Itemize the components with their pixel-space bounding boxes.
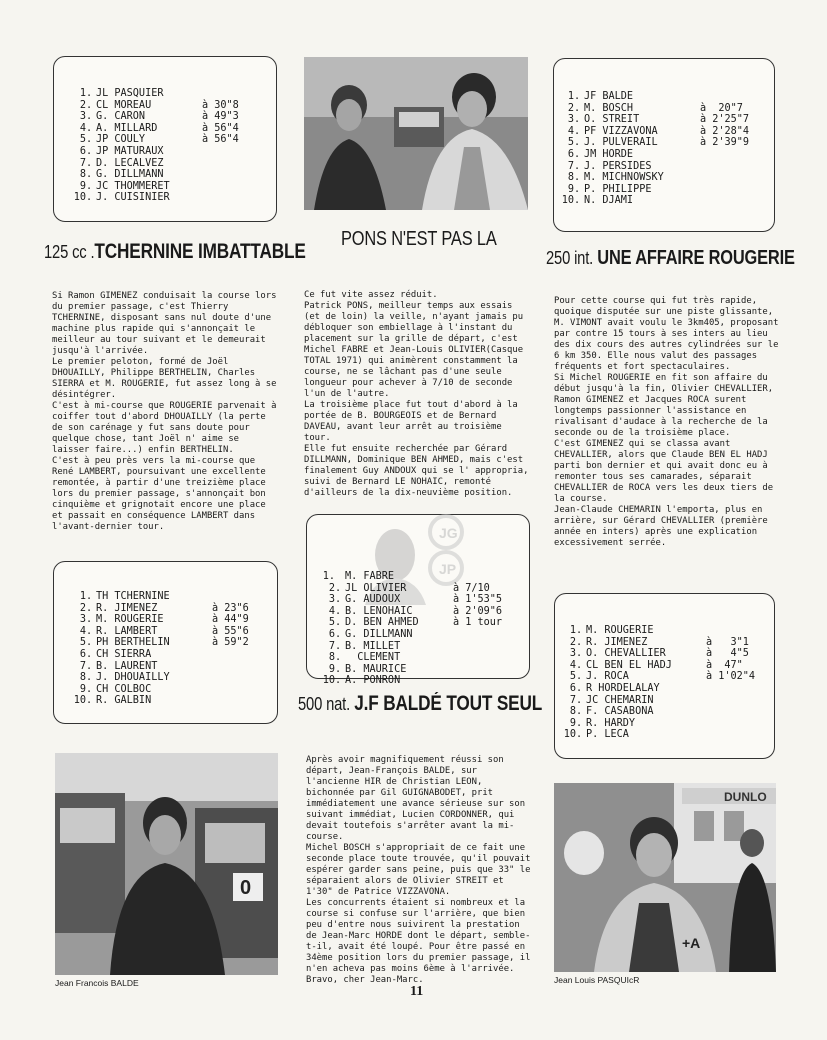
result-row: [556, 718, 771, 730]
result-rider: JC CHEMARIN: [586, 694, 654, 706]
result-position: 10: [561, 195, 574, 207]
result-dot: .: [86, 122, 93, 134]
result-gap: à 20"7: [700, 102, 743, 114]
result-position: 9: [79, 180, 86, 192]
result-row: [554, 114, 769, 126]
page-number: 11: [410, 984, 424, 999]
result-position: 9: [567, 183, 574, 195]
result-dot: .: [86, 111, 93, 123]
result-position: 7: [79, 157, 86, 169]
caption-right: Jean Louis PASQUIcR: [554, 975, 640, 985]
result-position: 6: [79, 145, 86, 157]
result-rider: JP COULY: [96, 134, 146, 146]
result-row: [554, 126, 769, 138]
result-rider: B. LENOHAIC: [345, 605, 413, 617]
result-position: 5: [567, 137, 574, 149]
result-rider: D. LECALVEZ: [96, 157, 164, 169]
result-rider: J. ROCA: [586, 671, 629, 683]
result-row: [66, 672, 271, 684]
result-gap: à 2'28"4: [700, 125, 750, 137]
result-gap: à 56"4: [202, 122, 239, 134]
result-rider: G. AUDOUX: [345, 594, 401, 606]
result-dot: .: [86, 614, 93, 626]
caption-left: Jean Francois BALDE: [55, 978, 139, 988]
result-gap: à 2'09"6: [453, 605, 503, 617]
result-position: 3: [328, 594, 335, 606]
result-rider: M. MICHNOWSKY: [584, 172, 664, 184]
article-250int: [554, 296, 782, 549]
result-rider: R. JIMENEZ: [96, 602, 158, 614]
result-position: 10: [322, 675, 335, 687]
result-rider: N. DJAMI: [584, 195, 634, 207]
result-position: 2: [79, 99, 86, 111]
result-rider: O. CHEVALLIER: [586, 648, 666, 660]
result-dot: .: [576, 682, 583, 694]
result-dot: .: [335, 617, 342, 629]
results-list-125: [66, 88, 266, 204]
result-row: [315, 617, 525, 629]
result-rider: R. GALBIN: [96, 695, 152, 707]
result-position: 3: [569, 648, 576, 660]
result-row: [66, 192, 266, 204]
result-rider: PF VIZZAVONA: [584, 125, 658, 137]
result-row: [556, 648, 771, 660]
result-position: 3: [79, 111, 86, 123]
result-rider: F. CASABONA: [586, 706, 654, 718]
result-dot: .: [335, 605, 342, 617]
result-rider: R. JIMENEZ: [586, 636, 648, 648]
result-dot: .: [574, 148, 581, 160]
result-dot: .: [576, 625, 583, 636]
results-list-250: [554, 91, 769, 207]
result-position: 1.: [322, 571, 335, 582]
result-row: [66, 626, 271, 638]
result-dot: .: [574, 125, 581, 137]
result-row: [315, 629, 525, 641]
heading-125cc: 125 cc .TCHERNINE IMBATTABLE: [44, 240, 306, 263]
result-dot: .: [335, 652, 342, 664]
result-position: 10: [563, 729, 576, 741]
result-rider: P. LECA: [586, 729, 629, 741]
result-dot: .: [86, 625, 93, 637]
result-dot: .: [574, 114, 581, 126]
result-rider: J. PULVERAIL: [584, 137, 658, 149]
result-row: [66, 591, 271, 603]
article-pons: [304, 290, 532, 499]
result-gap: à 1 tour: [453, 617, 503, 629]
article-paragraph: Après avoir magnifiquement réussi son départ, Jean-François BALDE, sur l'ancienne HIR de Christian LEON, bichonnée par Gil GUIGNABODET, prit immédiatement une avance sérieuse sur son suivant immédiat, Lucien CORDONNER, qui devait toutefois s'arrêter avant la mi-course.: [306, 755, 526, 842]
result-row: [315, 675, 525, 687]
result-position: 3: [567, 114, 574, 126]
result-rider: J. DHOUAILLY: [96, 672, 170, 684]
result-row: [315, 571, 525, 583]
result-row: [554, 195, 769, 207]
result-row: [66, 123, 266, 135]
result-row: [66, 661, 271, 673]
result-position: 5: [79, 637, 86, 649]
result-dot: .: [576, 659, 583, 671]
result-dot: .: [576, 706, 583, 718]
article-paragraph: Michel BOSCH s'appropriait de ce fait une seconde place toute trouvée, qu'il pouvait espérer garder sans peine, puis que 33" le séparaient alors de Olivier STREIT et 1'30" de Patrice VIZZAVONA.: [306, 843, 531, 897]
svg-text:DUNLO: DUNLO: [724, 790, 767, 804]
result-row: [66, 146, 266, 158]
result-rider: G. DILLMANN: [345, 628, 413, 640]
result-dot: .: [86, 145, 93, 157]
result-dot: .: [574, 91, 581, 102]
result-position: 1: [567, 91, 574, 102]
result-row: [66, 695, 271, 707]
result-dot: .: [86, 683, 93, 695]
result-rider: R. HARDY: [586, 717, 636, 729]
result-position: 8: [328, 652, 335, 664]
result-rider: A. MILLARD: [96, 122, 158, 134]
result-position: 6: [328, 628, 335, 640]
result-rider: JL PASQUIER: [96, 88, 164, 99]
result-dot: .: [86, 695, 93, 707]
svg-text:0: 0: [240, 877, 252, 899]
result-rider: G. CARON: [96, 111, 146, 123]
result-row: [556, 695, 771, 707]
article-paragraph: Ce fut vite assez réduit.: [304, 290, 438, 300]
result-rider: M. ROUGERIE: [586, 625, 654, 636]
result-position: 7: [328, 640, 335, 652]
result-row: [315, 664, 525, 676]
result-gap: à 2'39"9: [700, 137, 750, 149]
result-position: 5: [328, 617, 335, 629]
result-position: 7: [569, 694, 576, 706]
result-row: [315, 652, 525, 664]
result-gap: à 1'53"5: [453, 594, 503, 606]
svg-text:JG: JG: [439, 525, 458, 541]
result-row: [554, 103, 769, 115]
article-paragraph: Elle fut ensuite recherchée par Gérard DILLMANN, Dominique BEN AHMED, mais c'est finalement Guy ANDOUX qui se l' appropria, suivi de Bernard LE NOHAIC, remonté d'ailleurs de la dix-neuvième position.: [304, 444, 529, 498]
result-row: [556, 683, 771, 695]
result-dot: .: [576, 694, 583, 706]
result-position: 4: [567, 125, 574, 137]
result-gap: à 7/10: [453, 582, 490, 594]
result-gap: à 44"9: [212, 614, 249, 626]
result-rider: M. FABRE: [345, 571, 395, 582]
photo-balde: [55, 753, 278, 975]
result-row: [556, 706, 771, 718]
result-dot: .: [86, 672, 93, 684]
result-dot: .: [86, 180, 93, 192]
result-position: 4: [569, 659, 576, 671]
result-rider: R HORDELALAY: [586, 682, 660, 694]
result-rider: R. LAMBERT: [96, 625, 158, 637]
result-position: 9: [79, 683, 86, 695]
result-gap: à 23"6: [212, 602, 249, 614]
result-gap: à 3"1: [706, 636, 749, 648]
result-row: [66, 134, 266, 146]
result-dot: .: [86, 648, 93, 660]
result-position: 2: [328, 582, 335, 594]
result-position: 3: [79, 614, 86, 626]
result-rider: CH SIERRA: [96, 648, 152, 660]
result-row: [66, 649, 271, 661]
result-row: [554, 137, 769, 149]
result-dot: .: [86, 99, 93, 111]
result-position: 2: [567, 102, 574, 114]
article-paragraph: C'est GIMENEZ qui se classa avant CHEVALLIER, alors que Claude BEN EL HADJ parti bon dernier et qui avait donc eu à remonter tous ses camarades, séparait CHEVALLIER de ROCA vers les deux tiers de la course.: [554, 439, 774, 504]
result-row: [556, 625, 771, 637]
result-dot: .: [576, 671, 583, 683]
result-rider: JC THOMMERET: [96, 180, 170, 192]
result-dot: .: [576, 636, 583, 648]
result-gap: à 1'02"4: [706, 671, 756, 683]
result-row: [554, 172, 769, 184]
result-gap: à 30"8: [202, 99, 239, 111]
result-position: 10: [73, 192, 86, 204]
result-rider: D. BEN AHMED: [345, 617, 419, 629]
result-dot: .: [335, 582, 342, 594]
result-position: 2: [79, 602, 86, 614]
photo-riders-pons: [304, 57, 528, 210]
result-row: [315, 641, 525, 653]
result-gap: à 55"6: [212, 625, 249, 637]
result-dot: .: [574, 195, 581, 207]
result-dot: .: [576, 717, 583, 729]
result-dot: .: [335, 675, 342, 687]
result-rider: B. MAURICE: [345, 663, 407, 675]
result-dot: .: [574, 160, 581, 172]
result-rider: J. CUISINIER: [96, 192, 170, 204]
results-list-250-second: [556, 625, 771, 741]
article-paragraph: Patrick PONS, meilleur temps aux essais (et de loin) la veille, n'ayant jamais pu débloquer son embiellage à l'instant du placement sur la grille de départ, c'est Michel FABRE et Jean-Louis OLIVIER(Casque TOTAL 1971) qui animèrent constamment la course, ne se lâchant pas d'une seule longueur pour achever à 7/10 de seconde l'un de l'autre.: [304, 301, 524, 399]
result-rider: O. STREIT: [584, 114, 640, 126]
result-gap: à 56"4: [202, 134, 239, 146]
result-row: [66, 684, 271, 696]
result-rider: JL OLIVIER: [345, 582, 407, 594]
result-dot: .: [86, 192, 93, 204]
result-dot: .: [86, 169, 93, 181]
article-125cc: [52, 291, 280, 533]
result-rider: CH COLBOC: [96, 683, 152, 695]
result-rider: JM HORDE: [584, 148, 634, 160]
result-row: [554, 91, 769, 103]
result-position: 7: [567, 160, 574, 172]
result-rider: TH TCHERNINE: [96, 591, 170, 602]
result-position: 1: [79, 88, 86, 99]
article-paragraph: Les concurrents étaient si nombreux et la course si confuse sur l'arrière, que bien peu d'entre nous suivirent la prestation de Jean-Marc HORDE dont le départ, semble-t-il, avait été loupé. Pour être passé en 34ème position lors du premier passage, il n'en acheva pas moins 6ème à l'arrivée. Bravo, cher Jean-Marc.: [306, 898, 531, 985]
result-position: 8: [79, 169, 86, 181]
result-row: [554, 149, 769, 161]
result-dot: .: [86, 591, 93, 602]
article-paragraph: C'est à peu près vers la mi-course que René LAMBERT, poursuivant une excellente remontée, à partir d'une treizième place lors du premier passage, s'annonçait bon cinquième et grignotait encore une place et passait en conséquence LAMBERT dans l'avant-dernier tour.: [52, 456, 266, 532]
article-paragraph: Le premier peloton, formé de Joël DHOUAILLY, Philippe BERTHELIN, Charles SIERRA et M. ROUGERIE, fut assez long à se désintégrer.: [52, 357, 277, 400]
result-row: [66, 169, 266, 181]
result-dot: .: [86, 660, 93, 672]
result-rider: G. DILLMANN: [96, 169, 164, 181]
result-position: 4: [79, 122, 86, 134]
result-row: [315, 606, 525, 618]
result-position: 8: [567, 172, 574, 184]
result-rider: PH BERTHELIN: [96, 637, 170, 649]
result-row: [315, 594, 525, 606]
result-position: 7: [79, 660, 86, 672]
result-dot: [335, 571, 345, 583]
result-dot: .: [574, 183, 581, 195]
result-position: 9: [328, 663, 335, 675]
result-position: 2: [569, 636, 576, 648]
result-dot: .: [574, 102, 581, 114]
result-row: [66, 181, 266, 193]
article-paragraph: C'est à mi-course que ROUGERIE parvenait à coiffer tout d'abord DHOUAILLY (la perte de son carénage y fut sans doute pour quelque chose, tant Joël n' aime se laisser faire...) enfin BERTHELIN.: [52, 401, 277, 455]
article-paragraph: Pour cette course qui fut très rapide, quoique disputée sur une piste glissante, M. VIMONT avait voulu le 3km405, proposant par contre 15 tours à ses inters au lieu des dix cours des autres cylindrées sur le 6 km 350. Elle nous valut des passages fréquents et fort spectaculaires.: [554, 296, 779, 372]
result-position: 10: [73, 695, 86, 707]
result-gap: à 4"5: [706, 648, 749, 660]
result-row: [554, 184, 769, 196]
result-row: [66, 603, 271, 615]
article-paragraph: Si Michel ROUGERIE en fit son affaire du début jusqu'à la fin, Olivier CHEVALLIER, Ramon GIMENEZ et Jacques ROCA surent longtemps passionner l'assistance en rivalisant d'audace à la recherche de la seconde ou de la troisième place.: [554, 373, 774, 438]
result-dot: .: [335, 628, 342, 640]
result-position: 8: [79, 672, 86, 684]
result-dot: .: [335, 594, 342, 606]
result-rider: A. PONRON: [345, 675, 401, 687]
result-dot: .: [576, 648, 583, 660]
result-row: [66, 100, 266, 112]
result-position: 6: [567, 148, 574, 160]
heading-500nat: 500 nat. J.F BALDÉ TOUT SEUL: [298, 692, 543, 715]
article-500nat: [306, 755, 534, 986]
result-gap: à 49"3: [202, 111, 239, 123]
result-rider: CLEMENT: [345, 652, 401, 664]
result-rider: M. BOSCH: [584, 102, 634, 114]
results-list-500: [315, 571, 525, 687]
article-paragraph: Si Ramon GIMENEZ conduisait la course lors du premier passage, c'est Thierry TCHERNINE, disposant sans nul doute d'une machine plus rapide qui s'annonçait le meilleur au tour suivant et le demeurait jusqu'à l'arrivée.: [52, 291, 277, 356]
result-row: [66, 111, 266, 123]
result-dot: .: [576, 729, 583, 741]
result-dot: .: [86, 637, 93, 649]
result-position: 6: [569, 682, 576, 694]
result-dot: .: [86, 602, 93, 614]
article-paragraph: La troisième place fut tout d'abord à la portée de B. BOURGEOIS et de Bernard DAVEAU, avant leur arrêt au troisième tour.: [304, 400, 518, 443]
svg-text:JP: JP: [439, 561, 457, 577]
result-rider: B. MILLET: [345, 640, 401, 652]
result-position: 4: [79, 625, 86, 637]
result-position: 4: [328, 605, 335, 617]
result-rider: P. PHILIPPE: [584, 183, 652, 195]
result-position: 5: [79, 134, 86, 146]
result-gap: à 2'25"7: [700, 114, 750, 126]
result-gap: à 47": [706, 659, 743, 671]
result-gap: à 59"2: [212, 637, 249, 649]
result-position: 6: [79, 648, 86, 660]
result-dot: .: [574, 137, 581, 149]
result-row: [66, 158, 266, 170]
result-row: [556, 729, 771, 741]
result-row: [554, 161, 769, 173]
result-rider: CL BEN EL HADJ: [586, 659, 672, 671]
heading-250int: 250 int. UNE AFFAIRE ROUGERIE: [546, 247, 795, 269]
result-dot: .: [335, 663, 342, 675]
result-rider: CL MOREAU: [96, 99, 152, 111]
result-dot: .: [86, 157, 93, 169]
result-row: [66, 637, 271, 649]
result-position: 5: [569, 671, 576, 683]
results-list-125-second: [66, 591, 271, 707]
result-position: 1: [79, 591, 86, 602]
result-row: [556, 660, 771, 672]
result-row: [556, 637, 771, 649]
result-dot: .: [86, 134, 93, 146]
result-dot: .: [86, 88, 93, 99]
result-dot: .: [335, 640, 342, 652]
result-position: 1: [569, 625, 576, 636]
result-row: [66, 614, 271, 626]
result-rider: J. PERSIDES: [584, 160, 652, 172]
result-position: 8: [569, 706, 576, 718]
result-dot: .: [574, 172, 581, 184]
result-rider: M. ROUGERIE: [96, 614, 164, 626]
result-rider: B. LAURENT: [96, 660, 158, 672]
svg-text:+A: +A: [682, 935, 701, 951]
result-row: [66, 88, 266, 100]
result-rider: JP MATURAUX: [96, 145, 164, 157]
result-position: 9: [569, 717, 576, 729]
result-row: [556, 671, 771, 683]
photo-pasquier: [554, 783, 776, 972]
heading-pons: PONS N'EST PAS LA: [341, 228, 497, 250]
article-paragraph: Jean-Claude CHEMARIN l'emporta, plus en arrière, sur Gérard CHEVALLIER (première année en inters) après une explication excessivement serrée.: [554, 505, 768, 548]
result-rider: JF BALDE: [584, 91, 634, 102]
result-row: [315, 583, 525, 595]
